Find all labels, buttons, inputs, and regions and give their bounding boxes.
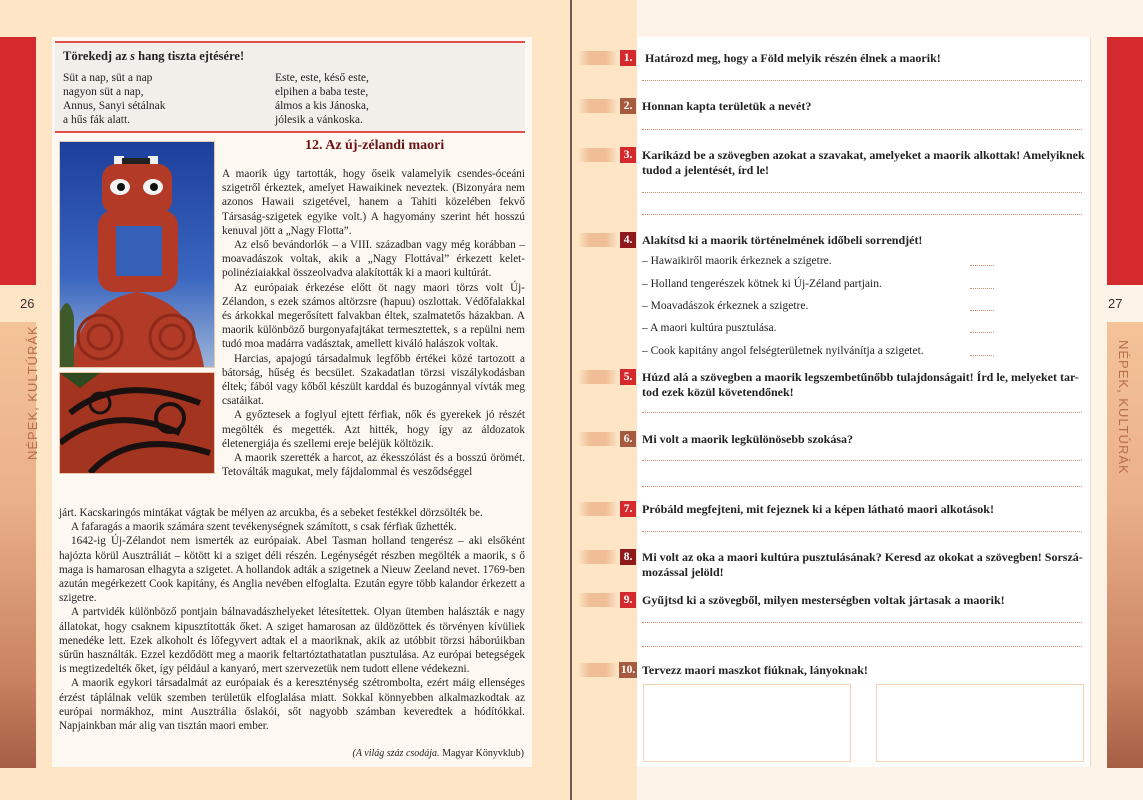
question-text: Mi volt a maorik legkülönösebb szokása?: [642, 432, 854, 446]
question-margin-bar: [578, 502, 618, 516]
timeline-item: – Moavadászok érkeznek a szigetre.: [642, 300, 809, 312]
question-text: Próbáld megfejteni, mit fejeznek ki a képen látható maori alkotások!: [642, 502, 994, 516]
paragraph: járt. Kacskaringós mintákat vágtak be mélyen az arcukba, és a sebeket festékkel dörzsölték be.: [59, 507, 483, 519]
paragraph: A maorik úgy tartották, hogy őseik valamelyik csendes-óceáni szigetről érkeztek, amelyet Hawaikinek neveztek. (Bizonyára nem azonos Hawaii szigetével, hanem a Tahiti közelében fekvő Társaság-szigetek egyike volt.) A hagyomány szerint hét hosszú kenuval jött a „Nagy Flotta”.: [222, 168, 525, 237]
paragraph: A maorik egykori társadalmát az európaiak és a kereszténység szétrombolta, ezért máig ellenséges érzést táplálnak velük szemben területük elfoglalása miatt. Sokkal könnyebben alkalmazkodtak az európai normákhoz, mint Ausztrália őslakói, sőt nagyobb számban keveredtek a hódítókkal. Napjainkban már alig van tisztán maori ember.: [59, 677, 525, 733]
question-margin-bar: [578, 370, 618, 384]
paragraph: A fafaragás a maorik számára szent tevékenységnek számított, s csak férfiak űzhették.: [71, 521, 457, 534]
question-margin-bar: [578, 550, 618, 564]
maori-carving-photo: [59, 372, 215, 474]
paragraph: 1642-ig Új-Zélandot nem ismerték az európaiak. Abel Tasman holland tengerész – aki elsőként hajózta körül Ausztráliát – kötött ki a sziget déli részén. Legénységét részben megölték a maorik, s ő maga is hamarosan elhagyta a szigetet. A hollandok adták a szigetnek a Nieuw Zeeland nevet. 1769-ben azután megérkezett Cook kapitány, és Anglia nevében elfoglalta. Ezután egyre több kalandor érkezett a szigetre.: [59, 535, 525, 605]
paragraph: A győztesek a foglyul ejtett férfiak, nők és gyerekek jó részét megölték és megették. Azt hitték, hogy így az áldozatok életenergiája és szellemi ereje beléjük költözik.: [222, 409, 525, 450]
side-label-left: NÉPEK, KULTÚRÁK: [25, 325, 40, 460]
answer-line[interactable]: [642, 129, 1082, 130]
maori-totem-photo: [59, 141, 215, 368]
question-margin-bar: [578, 233, 618, 247]
timeline-item: – A maori kultúra pusztulása.: [642, 322, 777, 334]
question-number-badge: 10.: [620, 664, 636, 676]
answer-line[interactable]: [642, 214, 1082, 215]
answer-line[interactable]: [642, 80, 1082, 81]
question-text: Alakítsd ki a maorik történelmének időbeli sorrendjét!: [642, 233, 923, 247]
answer-line[interactable]: [642, 486, 1082, 487]
question-number-badge: 3.: [620, 147, 636, 163]
paragraph: Az első bevándorlók – a VIII. században vagy még korábban – moavadászok voltak, akik a „Nagy Flottával” érkezett kelet-polinéziaiakkal összeolvadva alakították ki a maori kultúrát.: [222, 239, 525, 280]
paragraph: A partvidék különböző pontjain bálnavadászhelyeket létesítettek. Olyan ütemben halászták e nagy állatokat, hogy csaknem kipusztították őket. A sziget hamarosan az üldözöttek és törvényen kívüliek menedéke lett. Ezek alkoholt és lőfegyvert adtak el a maoriknak, akik az utóbbit törzsi háborúikban sűrűn használták. Ezzel kezdődött meg a maorik feltartóztathatatlan pusztulása. Az európai betegségek is megtizedelték őket, így például a kanyaró, mert szervezetük nem tudott ellene védekezni.: [59, 606, 525, 676]
timeline-item: – Holland tengerészek kötnek ki Új-Zéland partjain.: [642, 278, 882, 290]
source-citation: (A világ száz csodája. Magyar Könyvklub): [352, 748, 524, 759]
question-text: Húzd alá a szövegben a maorik legszembetűnőbb tulajdonságait! Írd le, melyeket tar-: [642, 370, 1079, 384]
question-number-badge: 6.: [620, 431, 636, 447]
order-answer-field[interactable]: [970, 265, 994, 266]
lesson-title: 12. Az új-zélandi maori: [305, 138, 445, 153]
worksheet-panel: [637, 37, 1090, 767]
side-label-right: NÉPEK, KULTÚRÁK: [1116, 340, 1131, 475]
mask-drawing-box[interactable]: [643, 684, 851, 762]
question-number-badge: 7.: [620, 501, 636, 517]
order-answer-field[interactable]: [970, 332, 994, 333]
totem-illustration: [60, 142, 214, 367]
question-number-badge: 4.: [620, 232, 636, 248]
answer-line[interactable]: [642, 622, 1082, 623]
paragraph: A maorik szerették a harcot, az ékesszólást és a bosszú örömét. Tetoválták magukat, mely fájdalommal és vesződséggel: [222, 452, 525, 479]
question-text: tod ezek közül követendőnek!: [642, 385, 794, 399]
timeline-item: – Hawaikiről maorik érkeznek a szigetre.: [642, 255, 832, 267]
poem-box-title: Törekedj az s hang tiszta ejtésére!: [63, 49, 245, 63]
chapter-tab-red-right: [1107, 37, 1143, 285]
paragraph: Az európaiak érkezése előtt öt nagy maori törzs volt Új-Zélandon, s ezek számos altörzsre (hapuu) oszlottak. Védőfalakkal és árkokkal megerősített falvakban éltek, szalmatetős házakban. A maorik különböző burgonyafajtákat termesztettek, s a repülni nem tudó moa madárra vadásztak, amellett kiváló halászok voltak.: [222, 281, 525, 351]
mask-drawing-box[interactable]: [876, 684, 1084, 762]
order-answer-field[interactable]: [970, 355, 994, 356]
timeline-item: – Cook kapitány angol felségterületnek nyilvánítja a szigetet.: [642, 345, 924, 357]
question-text: tudod a jelentését, írd le!: [642, 163, 769, 177]
question-margin-bar: [578, 593, 618, 607]
article-narrow-column: [222, 167, 525, 479]
paragraph: Harcias, apajogú társadalmuk legfőbb értékei közé tartozott a bátorság, hűség és becsület. Szakadatlan törzsi viszálykodásban éltek; fából vagy kőből készült karddal és buzogánnyal vívták meg csatáikat.: [222, 352, 525, 408]
question-text: Gyűjtsd ki a szövegből, milyen mesterségben voltak jártasak a maorik!: [642, 593, 1005, 607]
question-margin-bar: [578, 148, 618, 162]
answer-line[interactable]: [642, 646, 1082, 647]
answer-line[interactable]: [642, 412, 1082, 413]
right-margin: [1090, 37, 1107, 767]
chapter-tab-red: [0, 37, 36, 285]
question-number-badge: 9.: [620, 592, 636, 608]
question-text: Határozd meg, hogy a Föld melyik részén élnek a maorik!: [645, 51, 941, 65]
question-text: Tervezz maori maszkot fiúknak, lányoknak!: [642, 663, 868, 677]
poem-left: Süt a nap, süt a nap nagyon süt a nap, Annus, Sanyi sétálnak a hűs fák alatt.: [63, 72, 166, 126]
answer-line[interactable]: [642, 531, 1082, 532]
page-number-right: 27: [1108, 296, 1123, 311]
order-answer-field[interactable]: [970, 310, 994, 311]
answer-line[interactable]: [642, 460, 1082, 461]
answer-line[interactable]: [642, 192, 1082, 193]
question-margin-bar: [578, 432, 618, 446]
page-number-left: 26: [20, 296, 35, 311]
question-text: Mi volt az oka a maori kultúra pusztulásának? Keresd az okokat a szövegben! Sorszá-: [642, 550, 1083, 564]
question-number-badge: 8.: [620, 549, 636, 565]
question-margin-bar: [578, 663, 618, 677]
question-number-badge: 2.: [620, 98, 636, 114]
question-number-badge: 1.: [620, 50, 636, 66]
poem-right: Este, este, késő este, elpihen a baba teste, álmos a kis Jánoska, jólesik a vánkoska.: [275, 72, 369, 126]
question-margin-bar: [578, 51, 618, 65]
question-number-badge: 5.: [620, 369, 636, 385]
question-margin-bar: [578, 99, 618, 113]
question-text: Honnan kapta területük a nevét?: [642, 99, 812, 113]
question-text: Karikázd be a szövegben azokat a szavakat, amelyeket a maorik alkottak! Amelyiknek: [642, 148, 1085, 162]
poem-box: [55, 41, 525, 133]
question-text: mozással jelöld!: [642, 565, 724, 579]
carving-illustration: [60, 373, 214, 473]
order-answer-field[interactable]: [970, 288, 994, 289]
article-wide-column: [59, 506, 525, 733]
right-gutter: [572, 0, 637, 800]
